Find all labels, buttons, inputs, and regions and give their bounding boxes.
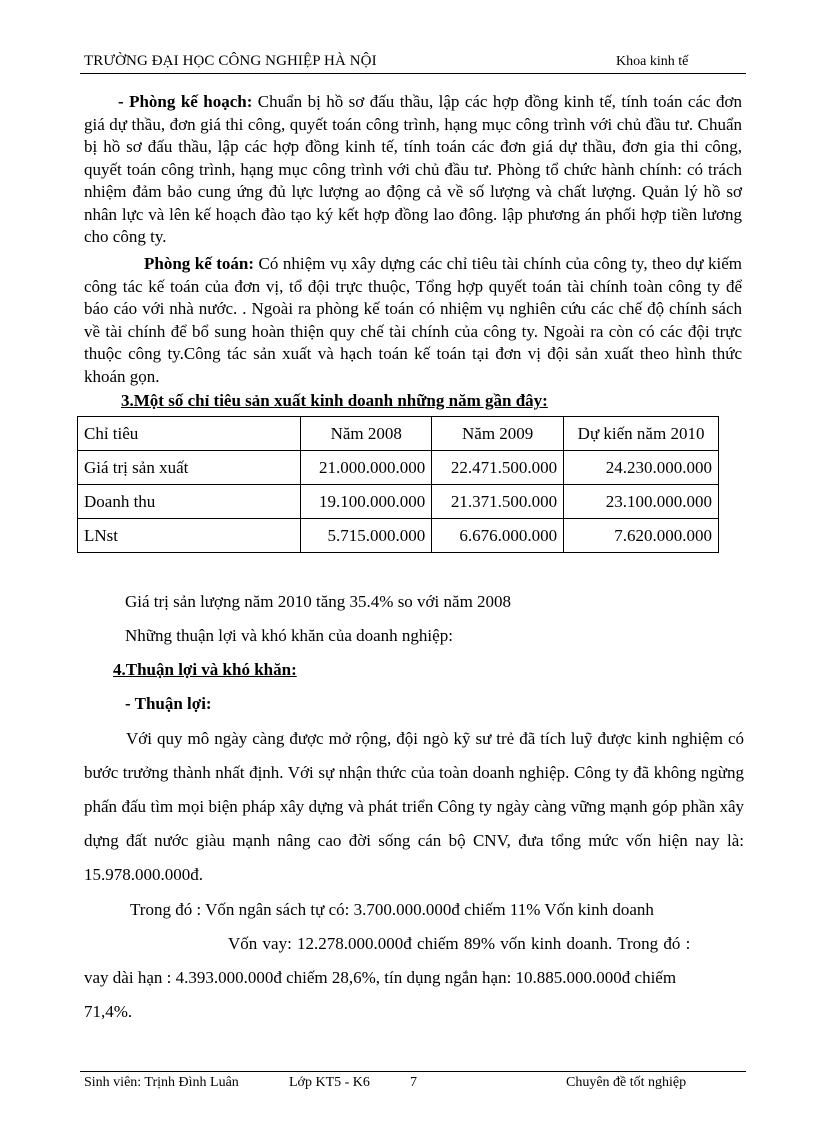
table-cell: 23.100.000.000: [564, 485, 719, 519]
capital-line-3: vay dài hạn : 4.393.000.000đ chiếm 28,6%, tín dụng ngắn hạn: 10.885.000.000đ chiếm: [84, 968, 677, 987]
planning-text: Chuẩn bị hồ sơ đấu thầu, lập các hợp đồng kinh tế, tính toán các đơn giá dự thầu, đơn giá thi công, quyết toán công trình, hạng mục công trình với chủ đầu tư. Chuẩn bị hồ sơ đấu thầu, lập các hợp đồng kinh tế, tính toán các đơn giá dự thầu, đơn gia thi công, quyết toán công trình, hạng mục công trình với chủ đầu tư. Phòng tổ chức hành chính: có trách nhiệm đảm bảo cung ứng đủ lực lượng ao động cả về số lượng và chất lượng. Quản lý hồ sơ nhân lực và lên kế hoạch đào tạo ký kết hợp đồng lao đông. lập phương án phối hợp tiền lương cho công ty.: [84, 92, 742, 246]
accounting-label: Phòng kế toán:: [144, 254, 255, 273]
table-header-cell: Năm 2008: [301, 417, 432, 451]
paragraph-advantages: Với quy mô ngày càng được mở rộng, đội ngò kỹ sư trẻ đã tích luỹ được kinh nghiệm có bước trưởng thành nhất định. Với sự nhận thức của toàn doanh nghiệp. Công ty đã không ngừng phấn đấu tìm mọi biện pháp xây dựng và phát triển Công ty ngày càng vững mạnh góp phần xây dựng đất nước giàu mạnh nâng cao đời sống cán bộ CNV, đưa tổng mức vốn hiện nay là: 15.978.000.000đ.: [84, 729, 744, 884]
header-school-name: TRƯỜNG ĐẠI HỌC CÔNG NGHIỆP HÀ NỘI: [84, 53, 377, 69]
table-cell: 5.715.000.000: [301, 519, 432, 553]
planning-label: - Phòng kế hoạch:: [118, 92, 253, 111]
table-header-cell: Năm 2009: [432, 417, 564, 451]
capital-line-1: Trong đó : Vốn ngân sách tự có: 3.700.000.000đ chiếm 11% Vốn kinh doanh: [130, 900, 654, 919]
table-cell: Giá trị sản xuất: [78, 451, 301, 485]
footer-class: Lớp KT5 - K6: [289, 1075, 370, 1090]
table-cell: 22.471.500.000: [432, 451, 564, 485]
table-cell: 19.100.000.000: [301, 485, 432, 519]
production-indicators-table: [77, 416, 719, 553]
header-faculty: Khoa kinh tế: [616, 54, 689, 69]
section-3-title: 3.Một số chỉ tiêu sản xuất kinh doanh những năm gần đây:: [121, 391, 548, 410]
footer-rule: [80, 1071, 746, 1072]
table-cell: 21.000.000.000: [301, 451, 432, 485]
table-header-row: [78, 417, 719, 451]
section-4-title: 4.Thuận lợi và khó khăn:: [113, 660, 297, 679]
table-header-cell: Chỉ tiêu: [78, 417, 301, 451]
header-rule: [80, 73, 746, 74]
table-row: [78, 519, 719, 553]
table-header-cell: Dự kiến năm 2010: [564, 417, 719, 451]
table-cell: Doanh thu: [78, 485, 301, 519]
paragraph-planning-department: [84, 91, 742, 249]
table-cell: 6.676.000.000: [432, 519, 564, 553]
intro-line: Những thuận lợi và khó khăn của doanh nghiệp:: [125, 626, 453, 645]
table-cell: 7.620.000.000: [564, 519, 719, 553]
capital-line-2: Vốn vay: 12.278.000.000đ chiếm 89% vốn kinh doanh. Trong đó :: [228, 934, 691, 953]
growth-note: Giá trị sản lượng năm 2010 tăng 35.4% so với năm 2008: [125, 592, 512, 611]
footer-student: Sinh viên: Trịnh Đình Luân: [84, 1075, 239, 1090]
table-cell: 24.230.000.000: [564, 451, 719, 485]
accounting-text: Có nhiệm vụ xây dựng các chỉ tiêu tài chính của công ty, theo dự kiếm công tác kế toán của đơn vị, tổ đội trực thuộc, Tổng hợp quyết toán tài chính toàn công ty để báo cáo với nhà nước. . Ngoài ra phòng kế toán có nhiệm vụ nghiên cứu các chế độ chính sách về tài chính để bổ sung hoàn thiện quy chế tài chính của công ty. Ngoài ra còn có các đội trực thuộc công ty.Công tác sản xuất và hạch toán kế toán tại đơn vị đội sản xuất theo hình thức khoán gọn.: [84, 254, 742, 386]
footer-page-number: 7: [410, 1075, 417, 1090]
paragraph-accounting-department: [84, 253, 742, 388]
table-row: [78, 451, 719, 485]
table-cell: 21.371.500.000: [432, 485, 564, 519]
table-cell: LNst: [78, 519, 301, 553]
advantages-title: - Thuận lợi:: [125, 694, 212, 713]
capital-line-4: 71,4%.: [84, 1002, 133, 1021]
table-row: [78, 485, 719, 519]
footer-thesis-title: Chuyên đề tốt nghiệp: [566, 1075, 687, 1090]
